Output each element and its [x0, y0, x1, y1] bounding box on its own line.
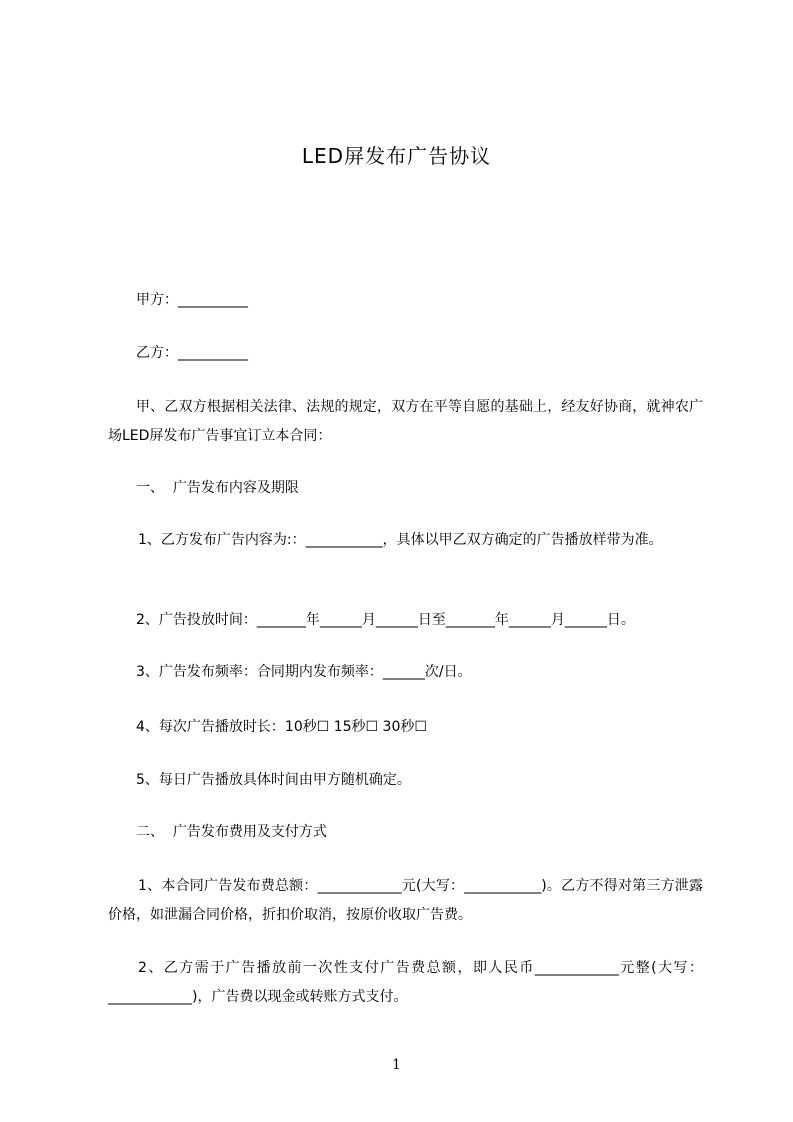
page-number: 1 — [392, 1057, 401, 1073]
clause-1-4: 4、每次广告播放时长：10秒☐ 15秒☐ 30秒☐ — [136, 719, 427, 735]
clause-2-2: 2、乙方需于广告播放前一次性支付广告费总额，即人民币____________元整(大写：____________)，广告费以现金或转账方式支付。 — [108, 960, 703, 1005]
clause-1-1: 1、乙方发布广告内容为:：___________，具体以甲乙双方确定的广告播放样带为准。 — [138, 532, 663, 548]
clause-1-2: 2、广告投放时间：_______年______月______日至_______年______月______日。 — [136, 612, 635, 628]
clause-1-3: 3、广告发布频率：合同期内发布频率：______次/日。 — [136, 664, 472, 680]
document-title: LED屏发布广告协议 — [301, 144, 492, 168]
intro-paragraph: 甲、乙双方根据相关法律、法规的规定，双方在平等自愿的基础上，经友好协商，就神农广场LED屏发布广告事宜订立本合同： — [108, 399, 703, 444]
clause-2-1: 1、本合同广告发布费总额：____________元(大写：___________)。乙方不得对第三方泄露价格，如泄漏合同价格，折扣价取消，按原价收取广告费。 — [108, 878, 703, 923]
section-2-heading: 二、 广告发布费用及支付方式 — [136, 824, 327, 840]
party-a-line: 甲方：__________ — [136, 292, 248, 308]
clause-1-5: 5、每日广告播放具体时间由甲方随机确定。 — [136, 772, 411, 788]
party-b-line: 乙方：__________ — [136, 345, 248, 361]
section-1-heading: 一、 广告发布内容及期限 — [136, 480, 299, 496]
